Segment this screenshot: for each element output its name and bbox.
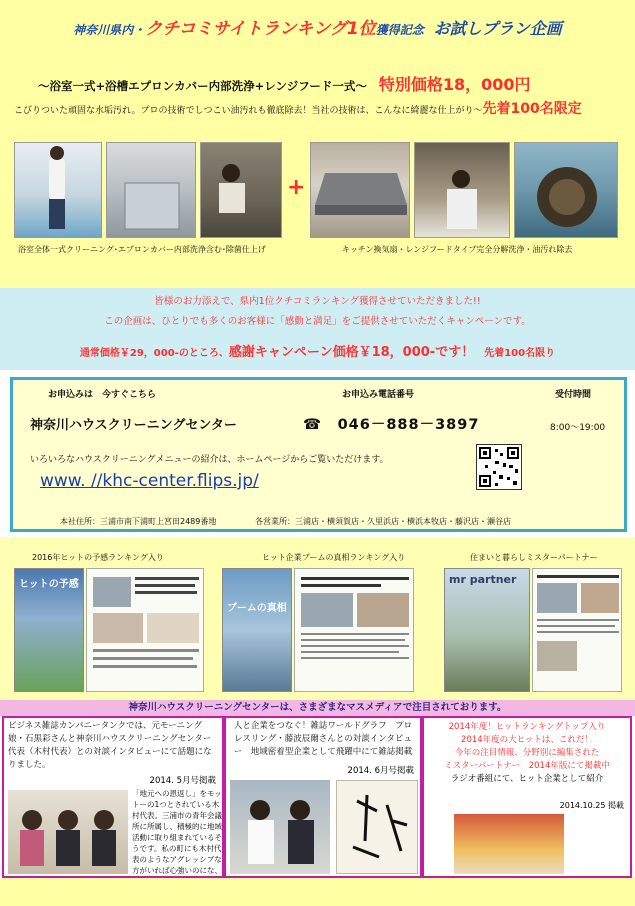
article-3-photo: [454, 814, 564, 874]
offer-limit: 先着100名限定: [482, 101, 582, 117]
media-1-caption: 2016年ヒットの予感ランキング入り: [32, 553, 164, 562]
article-3-line-1: 2014年度！ヒットランキングトップ入り: [448, 722, 606, 732]
article-3-line-4: ミスターパートナー 2014年版にて掲載中: [444, 761, 610, 771]
magazine-boom-cover: [222, 568, 292, 692]
magazine-boom-page: [294, 568, 414, 692]
offer-description: こびりついた頑固な水垢汚れ。プロの技術でしつこい油汚れも徹底除去！当社の技術は、こんなに綺麗な仕上がり～: [14, 106, 483, 116]
magazine-boom-title: ブームの真相: [227, 603, 287, 614]
campaign-limit: 先着100名限り: [484, 348, 556, 359]
website-link[interactable]: www. //khc-center.flips.jp/: [40, 471, 259, 491]
phone-line[interactable]: [303, 413, 479, 434]
thanks-line-1: 皆様のお力添えで、県内1位クチコミランキング獲得させていただきました!!: [154, 296, 481, 307]
phone-label: お申込み電話番号: [342, 390, 415, 400]
offer-description-line: [14, 98, 582, 118]
apply-label: お申込みは 今すぐこちら: [48, 390, 157, 400]
caption-bath: 浴室全体一式クリーニング･エプロンカバー内部洗浄含む･除菌仕上げ: [18, 245, 266, 254]
regular-price: 通常価格￥29，000-のところ、: [79, 348, 229, 359]
business-hours: 8:00～19:00: [550, 423, 606, 433]
title-prefix: 神奈川県内・: [73, 23, 146, 37]
photo-hood-worker: [414, 142, 510, 238]
thanks-line-2: この企画は、ひとりでも多くのお客様に「感動と満足」をご提供させていただくキャンペーンです。: [104, 316, 531, 327]
photo-bath-cleaning: [14, 142, 102, 238]
plus-sign: +: [287, 175, 306, 200]
hours-label: 受付時間: [555, 390, 592, 400]
media-3-caption: 住まいと暮らしミスターパートナー: [470, 553, 598, 562]
caption-kitchen: キッチン換気扇・レンジフードタイプ完全分解洗浄・油汚れ除去: [342, 245, 573, 254]
phone-icon: ☎: [303, 417, 323, 433]
article-3-line-5: ラジオ番組にて、ヒット企業として紹介: [450, 774, 604, 784]
bottom-band: [0, 878, 635, 906]
title-plan: お試しプラン企画: [433, 19, 562, 38]
article-2-text: 人と企業をつなぐ！雑誌ワールドグラフ プロレスリング・藤波辰爾さんとの対談インタビュー 地域密着型企業として飛躍中にて雑誌掲載: [233, 721, 413, 757]
page-title: [0, 14, 635, 39]
article-1-photo: [8, 790, 128, 874]
offer-price: 特別価格18，000円: [378, 75, 531, 94]
campaign-price: 感謝キャンペーン価格￥18，000-です！: [228, 345, 475, 360]
magazine-hit-title: ヒットの予感: [19, 579, 79, 590]
magazine-partner-cover: [444, 568, 530, 692]
article-1-quote: 「地元への恩返し」をモットーの1つとされている木村代表。三浦市の青年会議所に所属し、積極的に地域活動に取り組まれているそうです。私の町にも木村代表のようなアグレッシブな方がいれば心強いのにな、: [132, 789, 222, 875]
magazine-hit-page: [86, 568, 204, 692]
campaign-price-line: [0, 341, 635, 360]
title-ranking: クチコミサイトランキング1位: [145, 19, 376, 39]
article-3-line-3: 今年の注目情報、分野別に編集された: [454, 748, 600, 758]
photo-apron-cleaning: [200, 142, 282, 238]
mass-media-banner: 神奈川ハウスクリーニングセンターは、さまざまなマスメディアで注目されております。: [0, 700, 635, 716]
media-2-caption: ヒット企業ブームの真相ランキング入り: [262, 553, 406, 562]
head-office-address: 本社住所：三浦市南下浦町上宮田2489番地: [60, 517, 217, 526]
qr-code[interactable]: [476, 444, 522, 490]
offer-services: ～浴室一式+浴槽エプロンカバー内部洗浄+レンジフード一式～: [38, 79, 367, 93]
article-2-calligraphy: [336, 780, 418, 874]
company-name: 神奈川ハウスクリーニングセンター: [30, 418, 237, 433]
article-3-line-2: 2014年度の大ヒットは、これだ！: [461, 735, 593, 745]
article-1-date: 2014. 5月号掲載: [149, 776, 216, 786]
article-company-tank: [2, 716, 224, 878]
article-world-graph: [224, 716, 422, 878]
photo-fan-cleaning: [514, 142, 618, 238]
article-3-date: 2014.10.25 掲載: [559, 801, 624, 810]
magazine-partner-page: [532, 568, 622, 692]
article-1-text: ビジネス雑誌カンパニータンクでは、元モーニング娘・石黒彩さんと神奈川ハウスクリーニングセンター代表（木村代表）との対談インタビューにて話題になりました。: [8, 721, 212, 770]
article-2-photo: [230, 780, 330, 874]
title-suffix: 獲得記念: [375, 23, 424, 37]
article-2-date: 2014. 6月号掲載: [347, 766, 414, 776]
branch-offices: 各営業所：三浦店・横須賀店・久里浜店・横浜本牧店・藤沢店・瀬谷店: [255, 517, 511, 526]
magazine-partner-title: mr partner: [449, 573, 517, 586]
offer-line: [38, 72, 531, 95]
photo-range-hood: [310, 142, 410, 238]
menu-note: いろいろなハウスクリーニングメニューの紹介は、ホームページからご覧いただけます。: [30, 455, 389, 465]
magazine-hit-cover: [14, 568, 84, 692]
phone-number: 046－888－3897: [337, 417, 480, 433]
article-3-lines: [424, 718, 630, 786]
article-mr-partner: [422, 716, 632, 878]
photo-bathtub: [106, 142, 196, 238]
